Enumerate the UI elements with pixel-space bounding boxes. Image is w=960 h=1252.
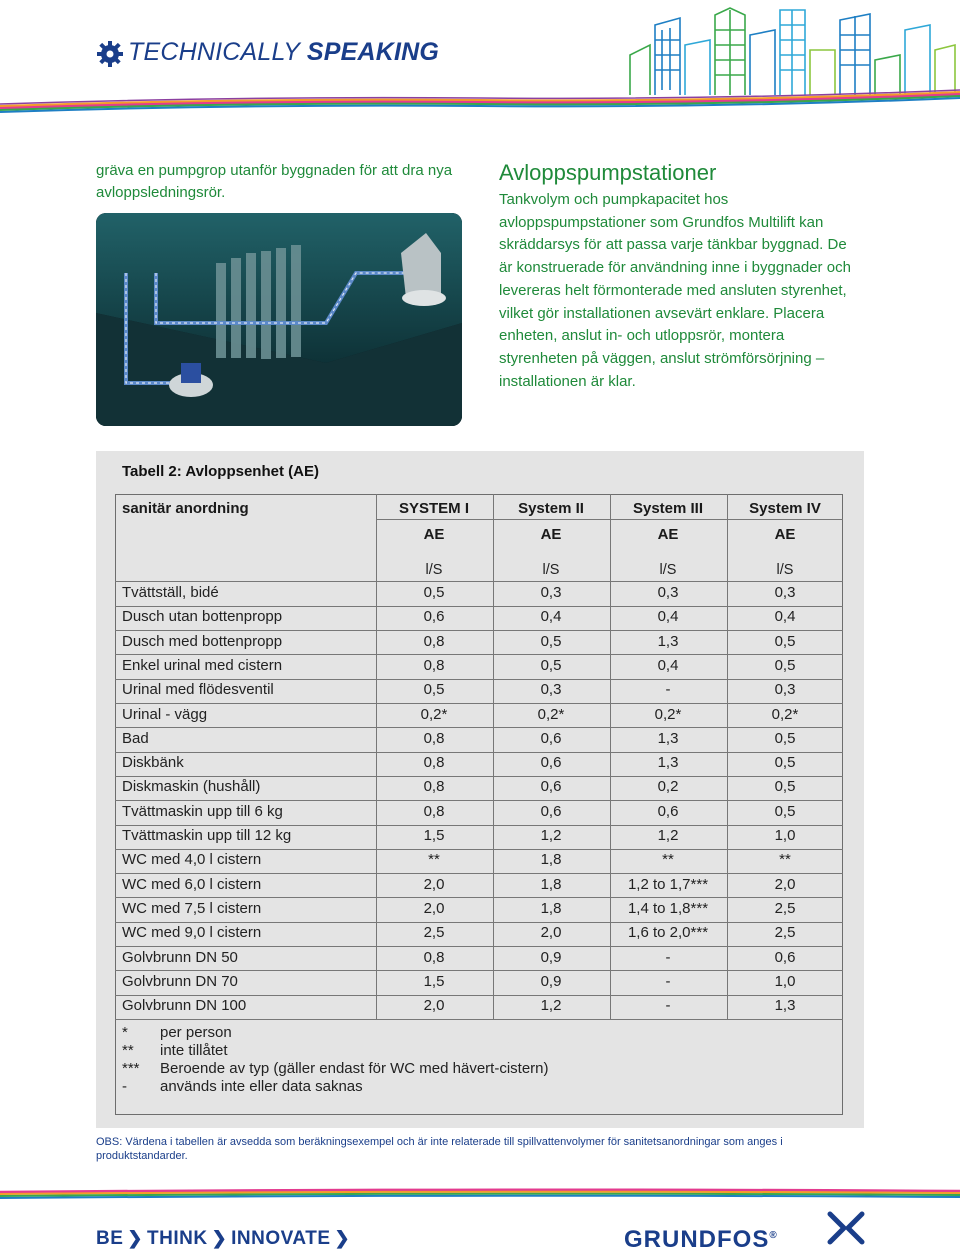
- pump-station-illustration: [96, 213, 462, 426]
- row-label: Tvättmaskin upp till 12 kg: [122, 827, 292, 844]
- row-label: Bad: [122, 729, 149, 747]
- table-row: [115, 874, 843, 898]
- row-value: 0,8: [423, 729, 445, 747]
- row-value: **: [662, 851, 674, 869]
- row-value: 0,5: [774, 729, 796, 747]
- row-label: Diskmaskin (hushåll): [122, 778, 261, 796]
- unit-label: l/S: [425, 562, 443, 578]
- unit-label: l/S: [776, 562, 794, 578]
- grundfos-x-logo-icon: [826, 1210, 866, 1246]
- row-value: 0,5: [540, 632, 562, 650]
- row-value: 1,3: [657, 729, 679, 747]
- row-value: **: [779, 851, 791, 869]
- row-value: 1,8: [540, 899, 562, 917]
- row-label: Tvättmaskin upp till 6 kg: [122, 802, 283, 820]
- table-row: [115, 922, 843, 946]
- row-value: 1,4 to 1,8***: [627, 899, 709, 917]
- row-value: 0,3: [540, 584, 562, 601]
- row-value: 0,5: [774, 802, 796, 820]
- row-value: 2,0: [423, 997, 445, 1015]
- row-value: 2,5: [774, 899, 796, 917]
- row-label: Enkel urinal med cistern: [122, 656, 283, 674]
- row-value: 0,2*: [654, 705, 682, 723]
- gear-logo-icon: [96, 40, 124, 68]
- row-value: 2,0: [423, 899, 445, 917]
- row-value: 0,3: [774, 681, 796, 699]
- row-value: 1,2: [657, 827, 679, 844]
- brand-logo: GRUNDFOS®: [624, 1226, 778, 1252]
- row-value: 1,5: [423, 827, 445, 844]
- rainbow-stroke-decoration: [0, 86, 960, 114]
- row-value: -: [665, 681, 671, 699]
- table-row: [115, 752, 843, 776]
- row-value: 0,5: [423, 584, 445, 601]
- row-value: 1,2: [540, 997, 562, 1015]
- row-label: Tvättställ, bidé: [122, 584, 219, 601]
- section-body-text: Tankvolym och pumpkapacitet hos avloppspumpstationer som Grundfos Multilift kan skräddarsys för att passa varje tänkbar byggnad. De är konstruerade för användning inne i byggnader och levereras helt förmonterade med ansluten styrenhet, vilket gör installationen avsevärt enklare. Placera enheten, anslut in- och utloppsrör, montera styrenheten på väggen, anslut strömförsörjning – installationen är klar.: [499, 191, 851, 390]
- row-value: 0,5: [774, 632, 796, 650]
- row-label: WC med 9,0 l cistern: [122, 924, 262, 942]
- page-header: [0, 0, 960, 110]
- row-value: 0,9: [540, 948, 562, 966]
- row-label: Urinal - vägg: [122, 705, 208, 723]
- table-row: [115, 947, 843, 971]
- row-value: 0,6: [423, 608, 445, 626]
- row-label: Dusch med bottenpropp: [122, 632, 283, 650]
- rainbow-stroke-decoration: [0, 1186, 960, 1200]
- row-value: 0,5: [774, 656, 796, 674]
- chevron-right-icon: ❯: [127, 1228, 143, 1248]
- row-value: 0,9: [540, 972, 562, 990]
- row-value: 0,6: [657, 802, 679, 820]
- ae-label: AE: [540, 526, 562, 543]
- slogan: BE ❯ THINK ❯ INNOVATE ❯: [96, 1228, 351, 1249]
- row-value: 0,8: [423, 802, 445, 820]
- ae-label: AE: [657, 526, 679, 543]
- table-row: [115, 704, 843, 728]
- row-value: 0,4: [540, 608, 562, 626]
- row-value: 0,6: [540, 729, 562, 747]
- unit-label: l/S: [542, 562, 560, 578]
- table-row: [115, 679, 843, 703]
- row-value: 0,4: [657, 656, 679, 674]
- footnote: - används inte eller data saknas: [122, 1078, 363, 1095]
- row-label: Dusch utan bottenpropp: [122, 608, 283, 626]
- table-title: Tabell 2: Avloppsenhet (AE): [122, 463, 319, 480]
- row-value: 1,8: [540, 851, 562, 869]
- row-value: 0,4: [657, 608, 679, 626]
- row-value: 0,2*: [771, 705, 799, 723]
- row-label: Golvbrunn DN 100: [122, 997, 247, 1015]
- row-value: 0,3: [657, 584, 679, 601]
- row-label: WC med 6,0 l cistern: [122, 875, 262, 893]
- row-value: 0,2*: [537, 705, 565, 723]
- row-value: 0,8: [423, 754, 445, 772]
- intro-left-text: gräva en pumpgrop utanför byggnaden för att dra nya avloppsledningsrör.: [96, 162, 453, 201]
- row-value: 0,8: [423, 778, 445, 796]
- row-value: 1,3: [657, 754, 679, 772]
- table-row: [115, 655, 843, 679]
- row-value: -: [665, 997, 671, 1015]
- row-value: 0,8: [423, 948, 445, 966]
- row-value: 1,5: [423, 972, 445, 990]
- row-value: 0,5: [774, 778, 796, 796]
- row-value: 2,0: [540, 924, 562, 942]
- ae-label: AE: [774, 526, 796, 543]
- obs-note: OBS: Värdena i tabellen är avsedda som beräkningsexempel och är inte relaterade till spillvattenvolymer för sanitetsanordningar som anges i produktstandarder.: [96, 1136, 783, 1162]
- row-value: 0,8: [423, 632, 445, 650]
- row-value: 0,5: [540, 656, 562, 674]
- table-row: [115, 971, 843, 995]
- table-row: [115, 776, 843, 800]
- footnote: *** Beroende av typ (gäller endast för WC med hävert-cistern): [122, 1060, 549, 1077]
- table-row: [115, 582, 843, 606]
- row-label: Diskbänk: [122, 754, 184, 772]
- row-value: 1,2: [540, 827, 562, 844]
- column-header-system-3: System III: [632, 500, 704, 517]
- row-value: 1,6 to 2,0***: [627, 924, 709, 942]
- section-heading: Avloppspumpstationer: [499, 160, 717, 185]
- table-row: [115, 728, 843, 752]
- row-label: WC med 7,5 l cistern: [122, 899, 262, 917]
- row-value: -: [665, 948, 671, 966]
- table-row: [115, 849, 843, 873]
- row-value: 2,5: [774, 924, 796, 942]
- row-value: 1,0: [774, 972, 796, 990]
- column-header-fixture: sanitär anordning: [122, 500, 249, 517]
- row-label: Urinal med flödesventil: [122, 681, 274, 699]
- row-value: 2,0: [774, 875, 796, 893]
- table-row: [115, 631, 843, 655]
- row-value: 1,0: [774, 827, 796, 844]
- table-row: [115, 995, 843, 1019]
- row-value: 0,6: [774, 948, 796, 966]
- row-value: -: [665, 972, 671, 990]
- footnote: ** inte tillåtet: [122, 1042, 228, 1059]
- chevron-right-icon: ❯: [334, 1228, 351, 1248]
- row-value: 0,2: [657, 778, 679, 796]
- row-value: 0,5: [774, 754, 796, 772]
- row-value: 0,5: [423, 681, 445, 699]
- row-value: 1,3: [657, 632, 679, 650]
- row-value: 1,3: [774, 997, 796, 1015]
- row-value: 0,2*: [420, 705, 448, 723]
- table-row: [115, 825, 843, 849]
- row-value: 0,3: [540, 681, 562, 699]
- table-row: [115, 606, 843, 630]
- intro-right-column: [499, 160, 859, 393]
- row-value: 2,5: [423, 924, 445, 942]
- unit-label: l/S: [659, 562, 677, 578]
- row-value: 0,6: [540, 802, 562, 820]
- header-title: TECHNICALLY SPEAKING: [128, 38, 440, 66]
- row-value: 0,8: [423, 656, 445, 674]
- chevron-right-icon: ❯: [211, 1228, 228, 1248]
- row-label: Golvbrunn DN 70: [122, 972, 238, 990]
- row-value: 0,4: [774, 608, 796, 626]
- row-label: WC med 4,0 l cistern: [122, 851, 262, 869]
- column-header-system-1: SYSTEM I: [398, 500, 469, 517]
- row-value: 1,8: [540, 875, 562, 893]
- ae-label: AE: [423, 526, 445, 543]
- column-header-system-2: System II: [518, 500, 584, 517]
- row-value: 0,3: [774, 584, 796, 601]
- row-value: 2,0: [423, 875, 445, 893]
- row-label: Golvbrunn DN 50: [122, 948, 238, 966]
- column-header-system-4: System IV: [749, 500, 821, 517]
- table-row: [115, 898, 843, 922]
- table-row: [115, 801, 843, 825]
- row-value: **: [428, 851, 440, 869]
- footnote: * per person: [122, 1024, 232, 1041]
- row-value: 0,6: [540, 778, 562, 796]
- row-value: 1,2 to 1,7***: [627, 875, 709, 893]
- row-value: 0,6: [540, 754, 562, 772]
